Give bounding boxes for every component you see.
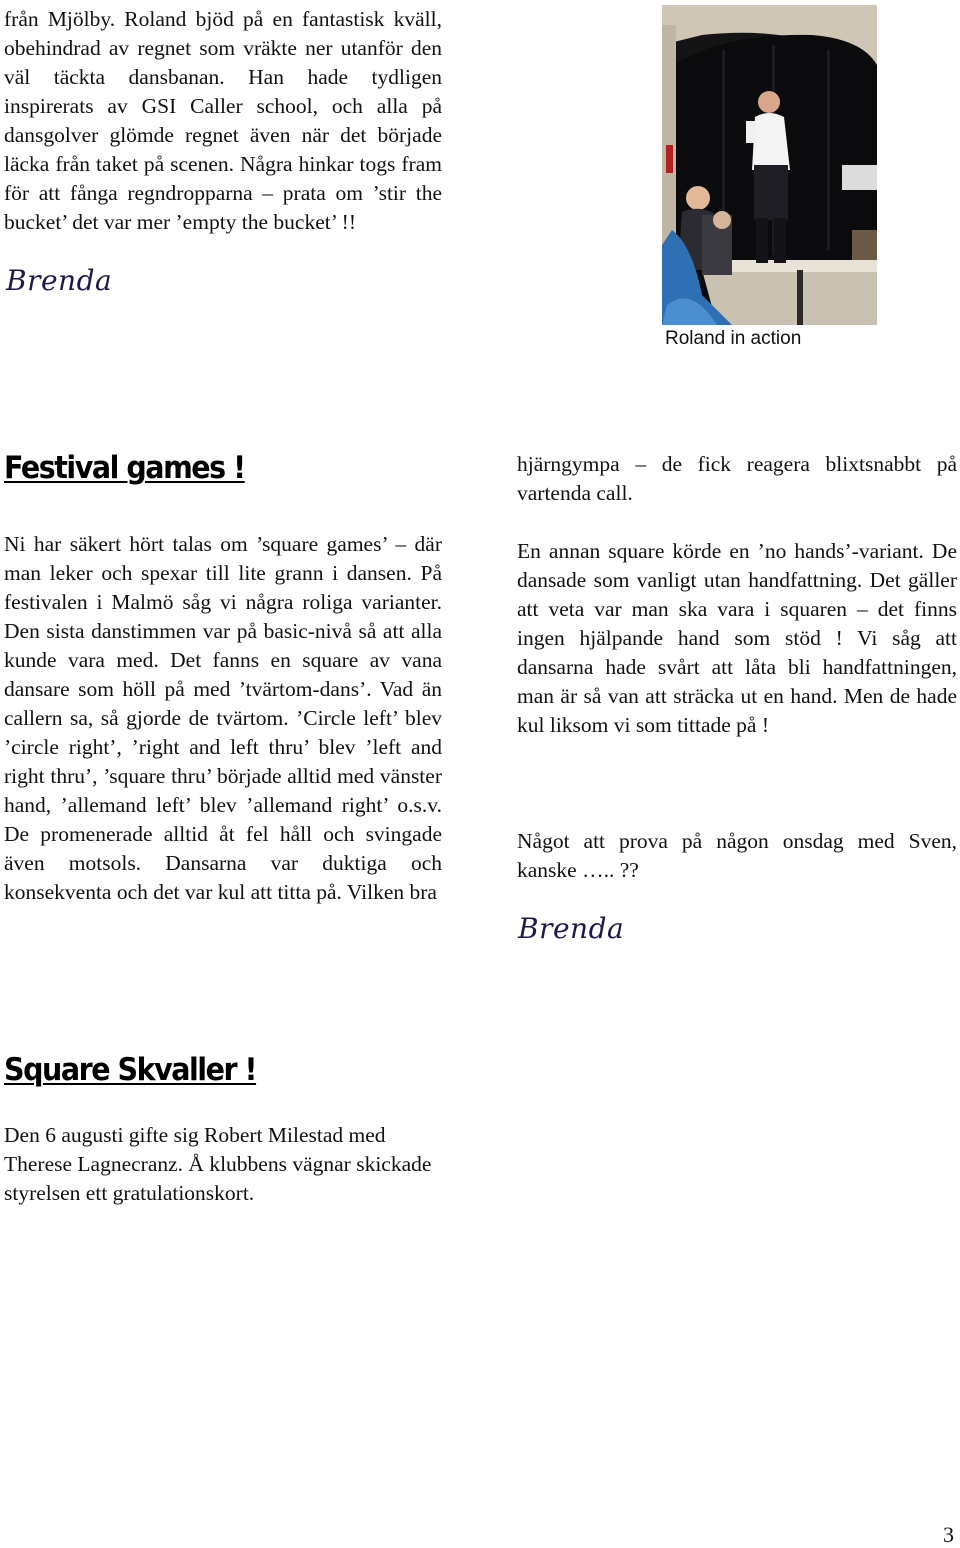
festival-games-left-text: Ni har säkert hört talas om ’square games’ – där man leker och spexar till lite grann i dansen. På festivalen i Malmö såg vi några roliga varianter. Den sista danstimmen var på basic-nivå så att alla kunde vara med. Det fanns en square av vana dansare som höll på med ’tvärtom-dans’. Vad än callern sa, så gjorde de tvärtom. ’Circle left’ blev ’circle right’, ’right and left thru’ blev ’left and right thru’, ’square thru’ började alltid med vänster hand, ’allemand left’ blev ’allemand right’ o.s.v. De promenerade alltid åt fel håll och svingade även motsols. Dansarna var duktiga och konsekventa och det var kul att titta på. Vilken bra [4, 532, 442, 904]
festival-games-right-text-2: En annan square körde en ’no hands’-variant. De dansade som vanligt utan handfattning. Det gäller att veta var man ska vara i squaren – det finns ingen hjälpande hand som stöd ! Vi såg att dansarna hade svårt att låta bli handfattningen, man är så van att sträcka ut en hand. Men de hade kul liksom vi som tittade på ! [517, 539, 957, 737]
photo-caption: Roland in action [665, 328, 802, 349]
square-skvaller-heading: Square Skvaller ! [4, 1052, 257, 1088]
roland-stage-photo [662, 5, 877, 325]
top-article-signature: Brenda [6, 264, 113, 297]
festival-games-heading: Festival games ! [4, 450, 245, 486]
festival-games-right-text-1: hjärngympa – de fick reagera blixtsnabbt på vartenda call. [517, 452, 957, 505]
page-number: 3 [943, 1522, 954, 1547]
square-skvaller-text: Den 6 augusti gifte sig Robert Milestad med Therese Lagnecranz. Å klubbens vägnar skickade styrelsen ett gratulationskort. [4, 1123, 432, 1205]
festival-games-right-text-3: Något att prova på någon onsdag med Sven, kanske ….. ?? [517, 829, 957, 882]
festival-games-signature: Brenda [518, 912, 625, 945]
top-article-text: från Mjölby. Roland bjöd på en fantastisk kväll, obehindrad av regnet som vräkte ner utanför den väl täckta dansbanan. Han hade tydligen inspirerats av GSI Caller school, och alla på dansgolver glömde regnet även när det började läcka från taket på scenen. Några hinkar togs fram för att fånga regndropparna – prata om ’stir the bucket’ det var mer ’empty the bucket’ !! [4, 7, 442, 234]
